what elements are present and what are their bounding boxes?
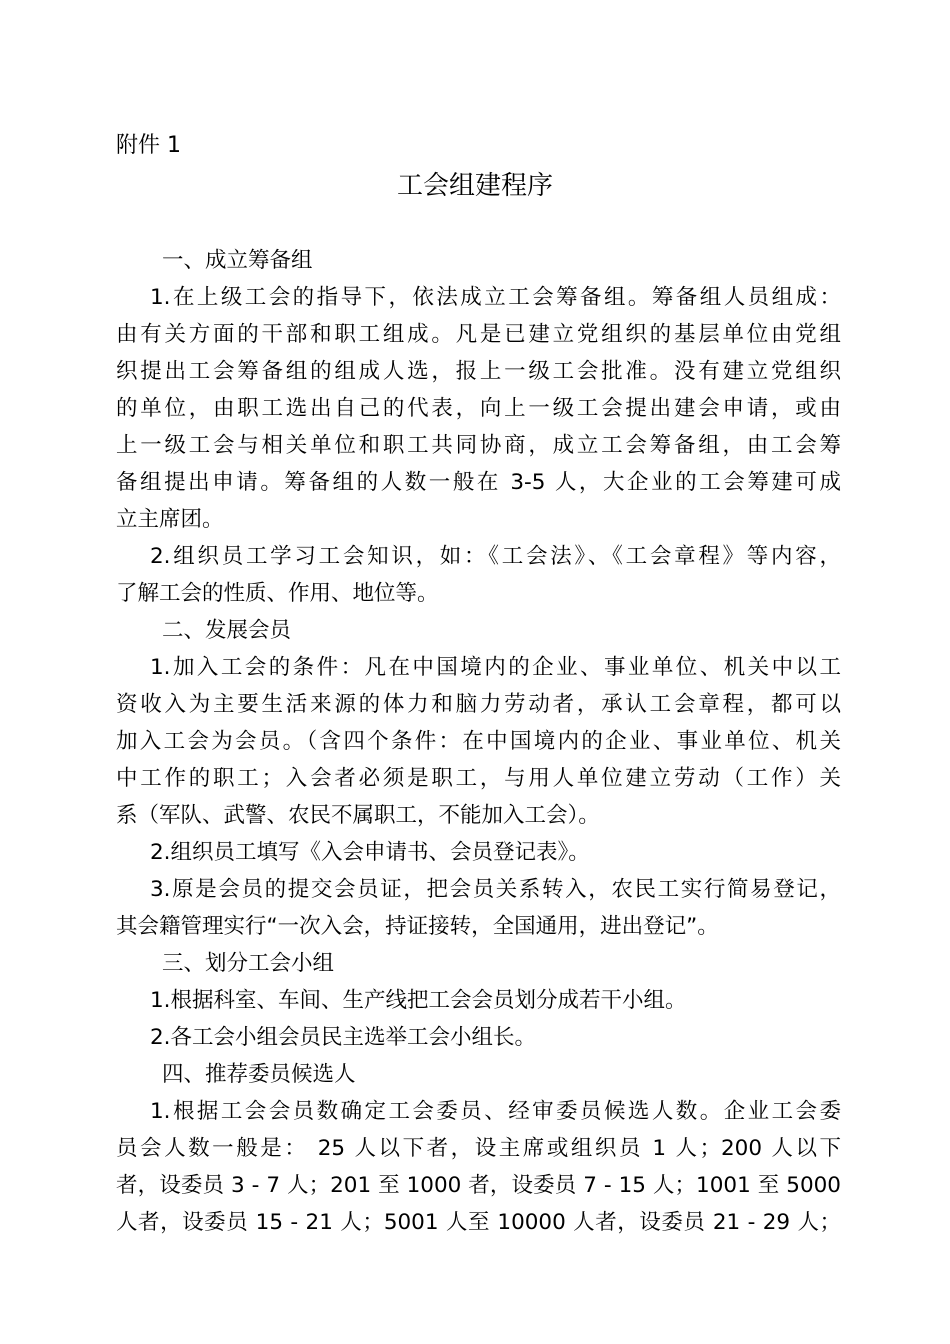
paragraph-first-line: 1.根据科室、车间、生产线把工会会员划分成若干小组。 bbox=[150, 988, 687, 1013]
paragraph-line: 者，设委员 3 - 7 人；201 至 1000 者，设委员 7 - 15 人；1001 至 5000 bbox=[116, 1173, 841, 1198]
paragraph-line: 由有关方面的干部和职工组成。凡是已建立党组织的基层单位由党组 bbox=[116, 322, 841, 347]
section-heading: 四、推荐委员候选人 bbox=[162, 1062, 356, 1087]
paragraph-line: 员会人数一般是： 25 人以下者，设主席或组织员 1 人；200 人以下 bbox=[116, 1136, 841, 1161]
paragraph-line: 上一级工会与相关单位和职工共同协商，成立工会筹备组，由工会筹 bbox=[116, 433, 841, 458]
section-heading: 二、发展会员 bbox=[162, 618, 292, 643]
paragraph-first-line: 2.组织员工填写《入会申请书、会员登记表》。 bbox=[150, 840, 590, 865]
paragraph-line: 织提出工会筹备组的组成人选，报上一级工会批准。没有建立党组织 bbox=[116, 359, 841, 384]
paragraph-line: 人者，设委员 15 - 21 人；5001 人至 10000 人者，设委员 21 - 29 人； bbox=[116, 1210, 841, 1235]
paragraph-first-line: 2.各工会小组会员民主选举工会小组长。 bbox=[150, 1025, 537, 1050]
paragraph-first-line: 1.加入工会的条件：凡在中国境内的企业、事业单位、机关中以工 bbox=[150, 655, 841, 680]
paragraph-line: 的单位，由职工选出自己的代表，向上一级工会提出建会申请，或由 bbox=[116, 396, 841, 421]
document-title: 工会组建程序 bbox=[396, 171, 553, 201]
paragraph-first-line: 2.组织员工学习工会知识，如：《工会法》、《工会章程》等内容， bbox=[150, 544, 841, 569]
paragraph-line: 中工作的职工；入会者必须是职工，与用人单位建立劳动（工作）关 bbox=[116, 766, 841, 791]
paragraph-line: 资收入为主要生活来源的体力和脑力劳动者，承认工会章程，都可以 bbox=[116, 692, 841, 717]
paragraph-line: 了解工会的性质、作用、地位等。 bbox=[116, 581, 439, 606]
paragraph-line: 系（军队、武警、农民不属职工，不能加入工会）。 bbox=[116, 803, 600, 828]
paragraph-line: 备组提出申请。筹备组的人数一般在 3-5 人，大企业的工会筹建可成 bbox=[116, 470, 841, 495]
section-heading: 一、成立筹备组 bbox=[162, 248, 313, 273]
attachment-label: 附件 1 bbox=[116, 133, 181, 158]
paragraph-first-line: 1.在上级工会的指导下，依法成立工会筹备组。筹备组人员组成： bbox=[150, 285, 841, 310]
paragraph-first-line: 3.原是会员的提交会员证，把会员关系转入，农民工实行简易登记， bbox=[150, 877, 841, 902]
paragraph-line: 其会籍管理实行“一次入会，持证接转，全国通用，进出登记”。 bbox=[116, 914, 719, 939]
document-body bbox=[116, 242, 841, 1241]
section-heading: 三、划分工会小组 bbox=[162, 951, 335, 976]
paragraph-line: 加入工会为会员。（含四个条件：在中国境内的企业、事业单位、机关 bbox=[116, 729, 841, 754]
paragraph-first-line: 1.根据工会会员数确定工会委员、经审委员候选人数。企业工会委 bbox=[150, 1099, 841, 1124]
paragraph-line: 立主席团。 bbox=[116, 507, 224, 532]
